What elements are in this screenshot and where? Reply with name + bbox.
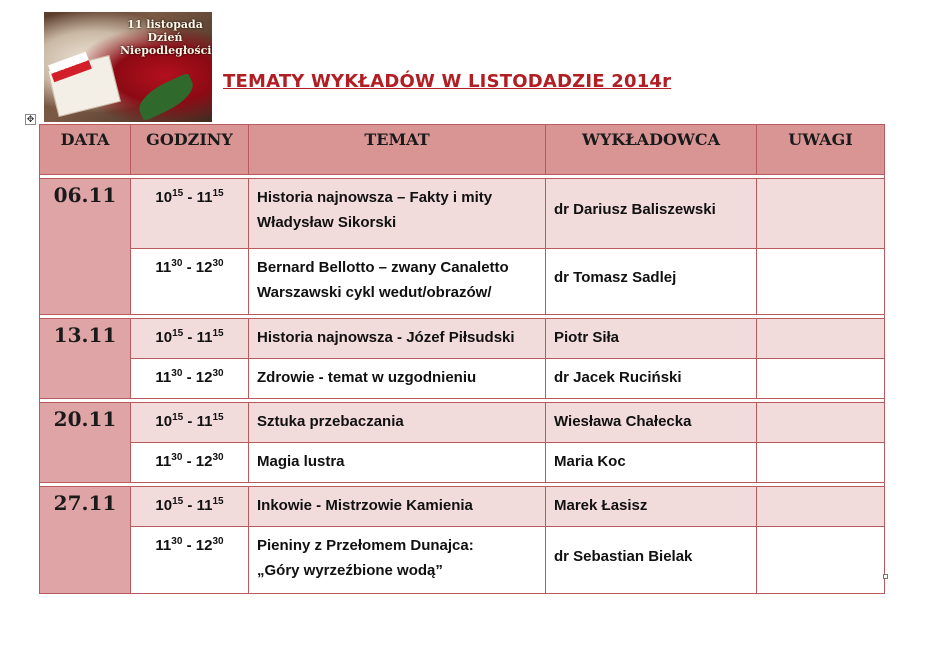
start-minute: 15	[172, 328, 184, 339]
end-hour: 11	[196, 497, 213, 514]
topic-cell	[249, 319, 546, 359]
hours-cell	[131, 319, 249, 359]
topic-line-1: Pieniny z Przełomem Dunajca:	[257, 537, 474, 554]
start-minute: 30	[171, 536, 183, 547]
table-row	[40, 527, 885, 594]
notes-text	[757, 249, 884, 255]
topic-line-1: Bernard Bellotto – zwany Canaletto	[257, 259, 509, 276]
topic-cell	[249, 359, 546, 399]
end-hour: 12	[195, 259, 213, 276]
end-hour: 11	[196, 189, 213, 206]
lecturer-cell	[546, 487, 757, 527]
topic-line-1: Zdrowie - temat w uzgodnieniu	[257, 369, 477, 386]
notes-text	[757, 527, 884, 533]
start-hour: 10	[155, 189, 173, 206]
lecturer-name: Wiesława Chałecka	[554, 413, 692, 430]
lecturer-name: dr Sebastian Bielak	[554, 548, 693, 565]
header-hours: GODZINY	[131, 125, 249, 175]
notes-cell	[757, 527, 885, 594]
topic-line-1: Historia najnowsza – Fakty i mity	[257, 189, 493, 206]
end-hour: 12	[195, 537, 213, 554]
table-row	[40, 487, 885, 527]
hours-range: $11^{30} - 12^{30}$	[155, 368, 224, 386]
lecturer-name: Maria Koc	[554, 453, 626, 470]
date-cell: 27.11	[40, 487, 131, 594]
topic-cell	[249, 443, 546, 483]
date-cell: 13.11	[40, 319, 131, 399]
lecturer-cell	[546, 359, 757, 399]
table-row	[40, 249, 885, 315]
end-minute: 15	[212, 496, 224, 507]
topic-line-1: Sztuka przebaczania	[257, 413, 404, 430]
hours-range: $11^{30} - 12^{30}$	[155, 258, 224, 276]
end-minute: 15	[212, 412, 224, 423]
notes-text	[757, 319, 884, 325]
start-hour: 11	[155, 259, 172, 276]
notes-cell	[757, 443, 885, 483]
notes-cell	[757, 487, 885, 527]
hours-cell	[131, 403, 249, 443]
end-minute: 30	[212, 536, 224, 547]
end-hour: 11	[196, 329, 213, 346]
notes-cell	[757, 359, 885, 399]
hours-cell	[131, 179, 249, 249]
end-hour: 12	[195, 369, 213, 386]
banner-line-1: 11 listopada	[127, 18, 203, 31]
table-row	[40, 443, 885, 483]
lecturer-name: dr Dariusz Baliszewski	[554, 201, 716, 218]
table-row	[40, 359, 885, 399]
hours-range: $10^{15} - 11^{15}$	[155, 412, 224, 430]
hours-cell	[131, 249, 249, 315]
lecturer-name: dr Jacek Ruciński	[554, 369, 682, 386]
topic-line-1: Magia lustra	[257, 453, 345, 470]
start-hour: 10	[155, 497, 173, 514]
table-row	[40, 179, 885, 249]
header-lecturer: WYKŁADOWCA	[546, 125, 757, 175]
start-hour: 10	[155, 329, 173, 346]
table-header-row	[40, 125, 885, 175]
header-notes: UWAGI	[757, 125, 885, 175]
end-hour: 11	[196, 413, 213, 430]
lecturer-name: Piotr Siła	[554, 329, 620, 346]
start-minute: 15	[172, 188, 184, 199]
hours-cell	[131, 527, 249, 594]
end-minute: 30	[212, 258, 224, 269]
hours-range: $11^{30} - 12^{30}$	[155, 452, 224, 470]
topic-line-1: Inkowie - Mistrzowie Kamienia	[257, 497, 473, 514]
topic-cell	[249, 487, 546, 527]
end-minute: 15	[212, 188, 224, 199]
topic-cell	[249, 403, 546, 443]
table-row	[40, 403, 885, 443]
banner-caption	[120, 18, 210, 57]
notes-cell	[757, 179, 885, 249]
notes-text	[757, 403, 884, 409]
header-topic: TEMAT	[249, 125, 546, 175]
start-minute: 15	[172, 496, 184, 507]
notes-text	[757, 359, 884, 365]
notes-text	[757, 443, 884, 449]
notes-cell	[757, 249, 885, 315]
rose-leaf-illustration	[133, 73, 198, 122]
date-cell: 06.11	[40, 179, 131, 315]
start-minute: 30	[171, 258, 183, 269]
topic-line-1: Historia najnowsza - Józef Piłsudski	[257, 329, 515, 346]
lecturer-cell	[546, 443, 757, 483]
notes-cell	[757, 319, 885, 359]
table-row	[40, 319, 885, 359]
notes-text	[757, 179, 884, 185]
header-date: DATA	[40, 125, 131, 175]
lecturer-name: dr Tomasz Sadlej	[554, 269, 677, 286]
start-hour: 11	[155, 453, 172, 470]
hours-range: $10^{15} - 11^{15}$	[155, 188, 224, 206]
hours-range: $10^{15} - 11^{15}$	[155, 496, 224, 514]
start-hour: 11	[155, 369, 172, 386]
topic-line-2: Warszawski cykl wedut/obrazów/	[257, 284, 492, 301]
end-minute: 15	[212, 328, 224, 339]
table-move-handle-icon[interactable]: ✥	[26, 114, 35, 124]
topic-cell	[249, 527, 546, 594]
lecturer-name: Marek Łasisz	[554, 497, 648, 514]
topic-line-2: „Góry wyrzeźbione wodą”	[257, 562, 443, 579]
start-minute: 30	[171, 368, 183, 379]
hours-range: $10^{15} - 11^{15}$	[155, 328, 224, 346]
hours-cell	[131, 443, 249, 483]
end-hour: 12	[195, 453, 213, 470]
topic-cell	[249, 179, 546, 249]
hours-cell	[131, 359, 249, 399]
start-minute: 30	[171, 452, 183, 463]
page-title: TEMATY WYKŁADÓW W LISTODADZIE 2014r	[223, 71, 672, 92]
lecture-schedule-table	[39, 124, 885, 594]
lecturer-cell	[546, 319, 757, 359]
end-minute: 30	[212, 368, 224, 379]
topic-cell	[249, 249, 546, 315]
lecturer-cell	[546, 249, 757, 315]
start-hour: 11	[155, 537, 172, 554]
lecturer-cell	[546, 527, 757, 594]
hours-range: $11^{30} - 12^{30}$	[155, 536, 224, 554]
topic-line-2: Władysław Sikorski	[257, 214, 397, 231]
lecturer-cell	[546, 179, 757, 249]
start-minute: 15	[172, 412, 184, 423]
end-minute: 30	[212, 452, 224, 463]
header-banner-image	[44, 12, 212, 122]
start-hour: 10	[155, 413, 173, 430]
table-resize-handle[interactable]	[883, 574, 888, 579]
hours-cell	[131, 487, 249, 527]
date-cell: 20.11	[40, 403, 131, 483]
notes-text	[757, 487, 884, 493]
banner-line-2: Dzień Niepodległości	[120, 31, 212, 57]
lecturer-cell	[546, 403, 757, 443]
notes-cell	[757, 403, 885, 443]
